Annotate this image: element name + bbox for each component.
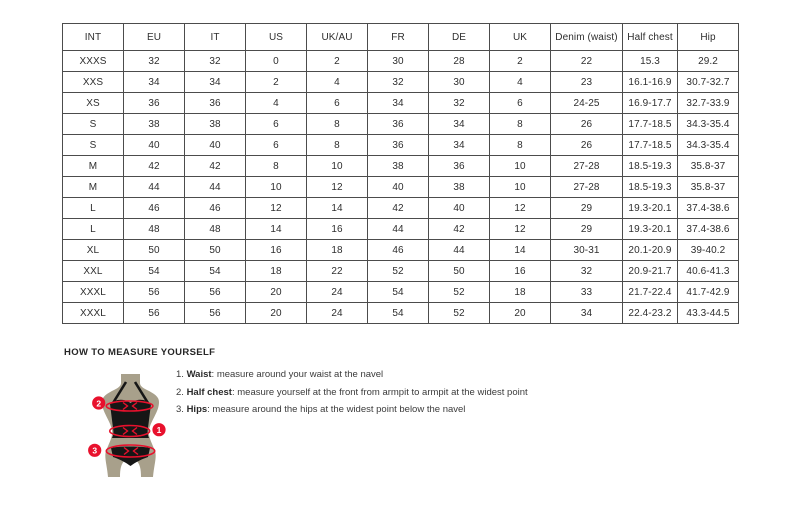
table-row xyxy=(63,93,739,114)
table-cell: 14 xyxy=(307,198,368,219)
table-cell: 54 xyxy=(368,303,429,324)
table-cell: 20.9-21.7 xyxy=(623,261,678,282)
table-cell: 33 xyxy=(551,282,623,303)
table-cell: 34 xyxy=(124,72,185,93)
table-cell: 23 xyxy=(551,72,623,93)
table-cell: 2 xyxy=(490,51,551,72)
table-cell: 32.7-33.9 xyxy=(678,93,739,114)
table-cell: 22 xyxy=(307,261,368,282)
table-cell: 43.3-44.5 xyxy=(678,303,739,324)
table-cell: 50 xyxy=(185,240,246,261)
table-cell: 10 xyxy=(246,177,307,198)
table-cell: 4 xyxy=(490,72,551,93)
table-cell: 36 xyxy=(368,114,429,135)
column-header: US xyxy=(246,24,307,51)
table-cell: 32 xyxy=(368,72,429,93)
table-cell: 29 xyxy=(551,219,623,240)
table-cell: 32 xyxy=(185,51,246,72)
table-cell: 24-25 xyxy=(551,93,623,114)
badge-3-number: 3 xyxy=(92,445,98,456)
table-cell: 36 xyxy=(124,93,185,114)
table-cell: 8 xyxy=(246,156,307,177)
measure-step: 2. Half chest: measure yourself at the front from armpit to armpit at the widest point xyxy=(176,386,528,398)
table-cell: 40 xyxy=(185,135,246,156)
table-cell: 40.6-41.3 xyxy=(678,261,739,282)
table-cell: 44 xyxy=(124,177,185,198)
table-cell: 46 xyxy=(185,198,246,219)
table-row xyxy=(63,261,739,282)
table-cell: 52 xyxy=(429,282,490,303)
table-cell: 39-40.2 xyxy=(678,240,739,261)
table-cell: XXXL xyxy=(63,303,124,324)
column-header: FR xyxy=(368,24,429,51)
table-cell: 32 xyxy=(429,93,490,114)
table-cell: 44 xyxy=(429,240,490,261)
table-cell: 50 xyxy=(124,240,185,261)
table-cell: 2 xyxy=(246,72,307,93)
table-cell: 38 xyxy=(124,114,185,135)
table-cell: 30 xyxy=(368,51,429,72)
table-cell: 34 xyxy=(551,303,623,324)
table-cell: 52 xyxy=(368,261,429,282)
table-cell: 21.7-22.4 xyxy=(623,282,678,303)
table-cell: 29.2 xyxy=(678,51,739,72)
table-cell: 20 xyxy=(246,282,307,303)
table-cell: 48 xyxy=(124,219,185,240)
table-cell: 40 xyxy=(124,135,185,156)
table-cell: 18 xyxy=(490,282,551,303)
table-cell: 34 xyxy=(429,114,490,135)
badge-1-number: 1 xyxy=(156,425,162,436)
measure-step: 1. Waist: measure around your waist at the navel xyxy=(176,369,384,380)
table-cell: 8 xyxy=(490,114,551,135)
table-row xyxy=(63,282,739,303)
table-cell: 29 xyxy=(551,198,623,219)
table-cell: 46 xyxy=(124,198,185,219)
table-cell: 12 xyxy=(490,219,551,240)
table-cell: 44 xyxy=(368,219,429,240)
table-cell: 35.8-37 xyxy=(678,156,739,177)
column-header: INT xyxy=(63,24,124,51)
table-cell: 22.4-23.2 xyxy=(623,303,678,324)
table-cell: 24 xyxy=(307,282,368,303)
table-cell: XXXS xyxy=(63,51,124,72)
table-cell: 46 xyxy=(368,240,429,261)
table-cell: 42 xyxy=(368,198,429,219)
table-cell: M xyxy=(63,177,124,198)
table-cell: 50 xyxy=(429,261,490,282)
table-cell: 12 xyxy=(307,177,368,198)
camisole-top xyxy=(110,400,151,438)
table-cell: 16.9-17.7 xyxy=(623,93,678,114)
badge-1 xyxy=(152,423,165,436)
table-cell: 30.7-32.7 xyxy=(678,72,739,93)
size-table-header-row xyxy=(63,24,739,51)
table-cell: XL xyxy=(63,240,124,261)
table-cell: 18 xyxy=(307,240,368,261)
badge-3 xyxy=(88,444,101,457)
table-cell: 42 xyxy=(429,219,490,240)
table-cell: 15.3 xyxy=(623,51,678,72)
table-cell: 54 xyxy=(185,261,246,282)
table-cell: 27-28 xyxy=(551,156,623,177)
table-cell: 34 xyxy=(185,72,246,93)
table-row xyxy=(63,240,739,261)
table-cell: 37.4-38.6 xyxy=(678,198,739,219)
table-cell: 54 xyxy=(368,282,429,303)
table-cell: 56 xyxy=(124,303,185,324)
table-row xyxy=(63,198,739,219)
table-cell: 34.3-35.4 xyxy=(678,135,739,156)
table-cell: 0 xyxy=(246,51,307,72)
table-cell: 10 xyxy=(490,156,551,177)
table-cell: 38 xyxy=(368,156,429,177)
table-cell: 42 xyxy=(185,156,246,177)
table-cell: 40 xyxy=(368,177,429,198)
table-cell: 26 xyxy=(551,135,623,156)
table-cell: 18.5-19.3 xyxy=(623,177,678,198)
table-cell: 4 xyxy=(246,93,307,114)
table-cell: 40 xyxy=(429,198,490,219)
table-cell: XXS xyxy=(63,72,124,93)
table-cell: 10 xyxy=(490,177,551,198)
column-header: Half chest xyxy=(623,24,678,51)
table-cell: 6 xyxy=(246,135,307,156)
table-cell: 4 xyxy=(307,72,368,93)
table-cell: 36 xyxy=(368,135,429,156)
table-cell: 14 xyxy=(490,240,551,261)
table-cell: 56 xyxy=(185,282,246,303)
column-header: DE xyxy=(429,24,490,51)
column-header: UK xyxy=(490,24,551,51)
table-cell: 12 xyxy=(246,198,307,219)
table-cell: 41.7-42.9 xyxy=(678,282,739,303)
column-header: Denim (waist) xyxy=(551,24,623,51)
table-row xyxy=(63,177,739,198)
table-row xyxy=(63,51,739,72)
table-cell: 18.5-19.3 xyxy=(623,156,678,177)
table-cell: 14 xyxy=(246,219,307,240)
table-cell: 6 xyxy=(246,114,307,135)
table-cell: 28 xyxy=(429,51,490,72)
table-cell: 10 xyxy=(307,156,368,177)
table-row xyxy=(63,72,739,93)
column-header: UK/AU xyxy=(307,24,368,51)
table-cell: XXL xyxy=(63,261,124,282)
table-cell: 52 xyxy=(429,303,490,324)
table-cell: 30-31 xyxy=(551,240,623,261)
table-row xyxy=(63,135,739,156)
table-cell: 27-28 xyxy=(551,177,623,198)
table-cell: 34.3-35.4 xyxy=(678,114,739,135)
table-cell: 19.3-20.1 xyxy=(623,219,678,240)
table-cell: 44 xyxy=(185,177,246,198)
table-cell: 18 xyxy=(246,261,307,282)
table-cell: 24 xyxy=(307,303,368,324)
table-cell: XS xyxy=(63,93,124,114)
measure-heading: HOW TO MEASURE YOURSELF xyxy=(64,347,216,358)
table-cell: 26 xyxy=(551,114,623,135)
table-cell: 38 xyxy=(429,177,490,198)
table-cell: 16 xyxy=(246,240,307,261)
table-cell: 20 xyxy=(490,303,551,324)
table-cell: 12 xyxy=(490,198,551,219)
table-cell: 37.4-38.6 xyxy=(678,219,739,240)
table-row xyxy=(63,114,739,135)
table-cell: 38 xyxy=(185,114,246,135)
column-header: Hip xyxy=(678,24,739,51)
table-cell: 16.1-16.9 xyxy=(623,72,678,93)
column-header: EU xyxy=(124,24,185,51)
size-table xyxy=(62,23,739,324)
table-cell: 19.3-20.1 xyxy=(623,198,678,219)
table-row xyxy=(63,156,739,177)
table-cell: S xyxy=(63,135,124,156)
table-cell: M xyxy=(63,156,124,177)
table-cell: 6 xyxy=(490,93,551,114)
table-cell: 17.7-18.5 xyxy=(623,114,678,135)
table-cell: 56 xyxy=(124,282,185,303)
measure-steps xyxy=(176,369,596,422)
table-row xyxy=(63,303,739,324)
table-cell: 8 xyxy=(490,135,551,156)
size-table-body xyxy=(63,51,739,324)
table-cell: 22 xyxy=(551,51,623,72)
table-cell: 32 xyxy=(551,261,623,282)
table-cell: 20.1-20.9 xyxy=(623,240,678,261)
table-cell: 8 xyxy=(307,135,368,156)
table-cell: 2 xyxy=(307,51,368,72)
table-cell: 16 xyxy=(490,261,551,282)
measure-step: 3. Hips: measure around the hips at the widest point below the navel xyxy=(176,404,466,415)
table-cell: 42 xyxy=(124,156,185,177)
table-cell: 32 xyxy=(124,51,185,72)
table-cell: 56 xyxy=(185,303,246,324)
table-cell: 35.8-37 xyxy=(678,177,739,198)
table-cell: 6 xyxy=(307,93,368,114)
table-cell: 30 xyxy=(429,72,490,93)
table-cell: 17.7-18.5 xyxy=(623,135,678,156)
badge-2-number: 2 xyxy=(96,398,102,409)
table-cell: 34 xyxy=(429,135,490,156)
table-cell: 34 xyxy=(368,93,429,114)
table-cell: 36 xyxy=(429,156,490,177)
table-cell: 16 xyxy=(307,219,368,240)
table-row xyxy=(63,219,739,240)
badge-2 xyxy=(92,396,105,409)
table-cell: S xyxy=(63,114,124,135)
table-cell: L xyxy=(63,219,124,240)
table-cell: 48 xyxy=(185,219,246,240)
table-cell: 20 xyxy=(246,303,307,324)
table-cell: XXXL xyxy=(63,282,124,303)
table-cell: 36 xyxy=(185,93,246,114)
column-header: IT xyxy=(185,24,246,51)
table-cell: L xyxy=(63,198,124,219)
table-cell: 54 xyxy=(124,261,185,282)
table-cell: 8 xyxy=(307,114,368,135)
